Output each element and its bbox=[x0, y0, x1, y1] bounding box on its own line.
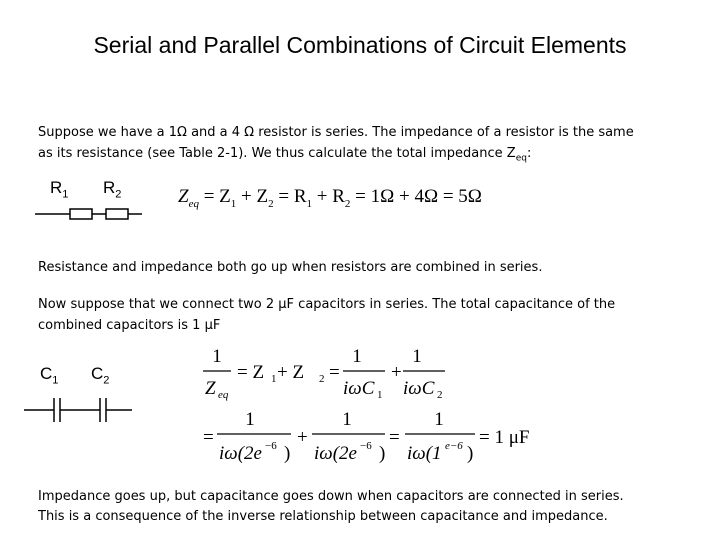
intro-line-2-end: : bbox=[526, 146, 532, 161]
c2-letter: C bbox=[91, 364, 104, 383]
row1-num-1: 1 bbox=[212, 346, 222, 367]
intro-line-2-sub: eq bbox=[515, 153, 527, 164]
eq-lhs: Z bbox=[178, 186, 189, 207]
row2-result: = 1 μF bbox=[479, 427, 530, 448]
eq-term-z1: = Z bbox=[203, 186, 231, 207]
row2-den-2-close: ) bbox=[379, 443, 386, 464]
resistor-label-r1 bbox=[50, 178, 68, 200]
intro-line-2-text: as its resistance (see Table 2-1). We thus calculate the total impedance Z bbox=[38, 146, 516, 161]
row2-eq-2: = bbox=[389, 427, 400, 448]
capacitor-series-diagram bbox=[20, 396, 136, 424]
eq-term-z2: + Z bbox=[236, 186, 269, 207]
page-title: Serial and Parallel Combinations of Circuit Elements bbox=[93, 32, 627, 58]
capacitor-label-c1 bbox=[40, 364, 58, 386]
row2-den-1: iω(2e bbox=[219, 443, 262, 464]
row1-iwc2: iωC bbox=[403, 378, 435, 399]
capacitor-intro-line-1: Now suppose that we connect two 2 μF capacitors in series. The total capacitance of the bbox=[38, 297, 616, 312]
r1-sub: 1 bbox=[62, 188, 69, 201]
eq-term-z1-sub: 1 bbox=[230, 197, 237, 210]
intro-line-1: Suppose we have a 1Ω and a 4 Ω resistor is series. The impedance of a resistor is the same bbox=[38, 125, 634, 140]
row2-num-1: 1 bbox=[245, 409, 255, 430]
conclusion-line-1: Impedance goes up, but capacitance goes down when capacitors are connected in series. bbox=[38, 489, 624, 504]
row1-zeq: Z bbox=[205, 378, 216, 399]
row2-den-2: iω(2e bbox=[314, 443, 357, 464]
row2-num-2: 1 bbox=[342, 409, 352, 430]
row2-den-3-close: ) bbox=[467, 443, 474, 464]
resistor-r2-symbol bbox=[106, 209, 128, 219]
row1-eq: = bbox=[329, 362, 340, 383]
row2-den-3-exp: e−6 bbox=[445, 440, 463, 452]
row1-c2-sub: 2 bbox=[437, 389, 443, 401]
row1-zeq-sub: eq bbox=[218, 389, 229, 401]
resistor-label-r2 bbox=[103, 178, 121, 200]
row2-eq-1: = bbox=[203, 427, 214, 448]
r1-letter: R bbox=[50, 178, 63, 197]
row2-den-1-exp: −6 bbox=[265, 440, 277, 452]
row1-plus-z2: + Z bbox=[277, 362, 305, 383]
conclusion-line-2: This is a consequence of the inverse relationship between capacitance and impedance. bbox=[38, 509, 608, 524]
row2-den-3: iω(1 bbox=[407, 443, 442, 464]
row1-eq-z1: = Z bbox=[237, 362, 265, 383]
row2-den-1-close: ) bbox=[284, 443, 291, 464]
resistor-r1-symbol bbox=[70, 209, 92, 219]
intro-line-2 bbox=[38, 143, 531, 170]
capacitor-equation bbox=[195, 342, 540, 470]
eq-term-r1-sub: 1 bbox=[306, 197, 313, 210]
resistor-series-diagram bbox=[30, 200, 150, 230]
row1-iwc1: iωC bbox=[343, 378, 375, 399]
row2-plus: + bbox=[297, 427, 308, 448]
c1-sub: 1 bbox=[52, 374, 59, 387]
row1-z1-sub: 1 bbox=[271, 373, 277, 385]
row2-den-2-exp: −6 bbox=[360, 440, 372, 452]
c2-sub: 2 bbox=[103, 374, 110, 387]
row1-num-3: 1 bbox=[412, 346, 422, 367]
capacitor-intro-line-2: combined capacitors is 1 μF bbox=[38, 318, 221, 333]
eq-term-r2-sub: 2 bbox=[344, 197, 351, 210]
capacitor-label-c2 bbox=[91, 364, 109, 386]
row1-c1-sub: 1 bbox=[377, 389, 383, 401]
row2-num-3: 1 bbox=[434, 409, 444, 430]
row1-z2-sub: 2 bbox=[319, 373, 325, 385]
series-resistance-equation bbox=[178, 186, 482, 210]
r2-sub: 2 bbox=[115, 188, 122, 201]
row1-num-2: 1 bbox=[352, 346, 362, 367]
eq-term-r2: + R bbox=[312, 186, 345, 207]
resistance-note: Resistance and impedance both go up when resistors are combined in series. bbox=[38, 260, 543, 275]
row1-plus: + bbox=[391, 362, 402, 383]
eq-result: = 1Ω + 4Ω = 5Ω bbox=[355, 186, 482, 207]
eq-lhs-sub: eq bbox=[188, 197, 199, 210]
c1-letter: C bbox=[40, 364, 53, 383]
eq-term-z2-sub: 2 bbox=[268, 197, 274, 210]
eq-term-r1: = R bbox=[273, 186, 307, 207]
r2-letter: R bbox=[103, 178, 116, 197]
